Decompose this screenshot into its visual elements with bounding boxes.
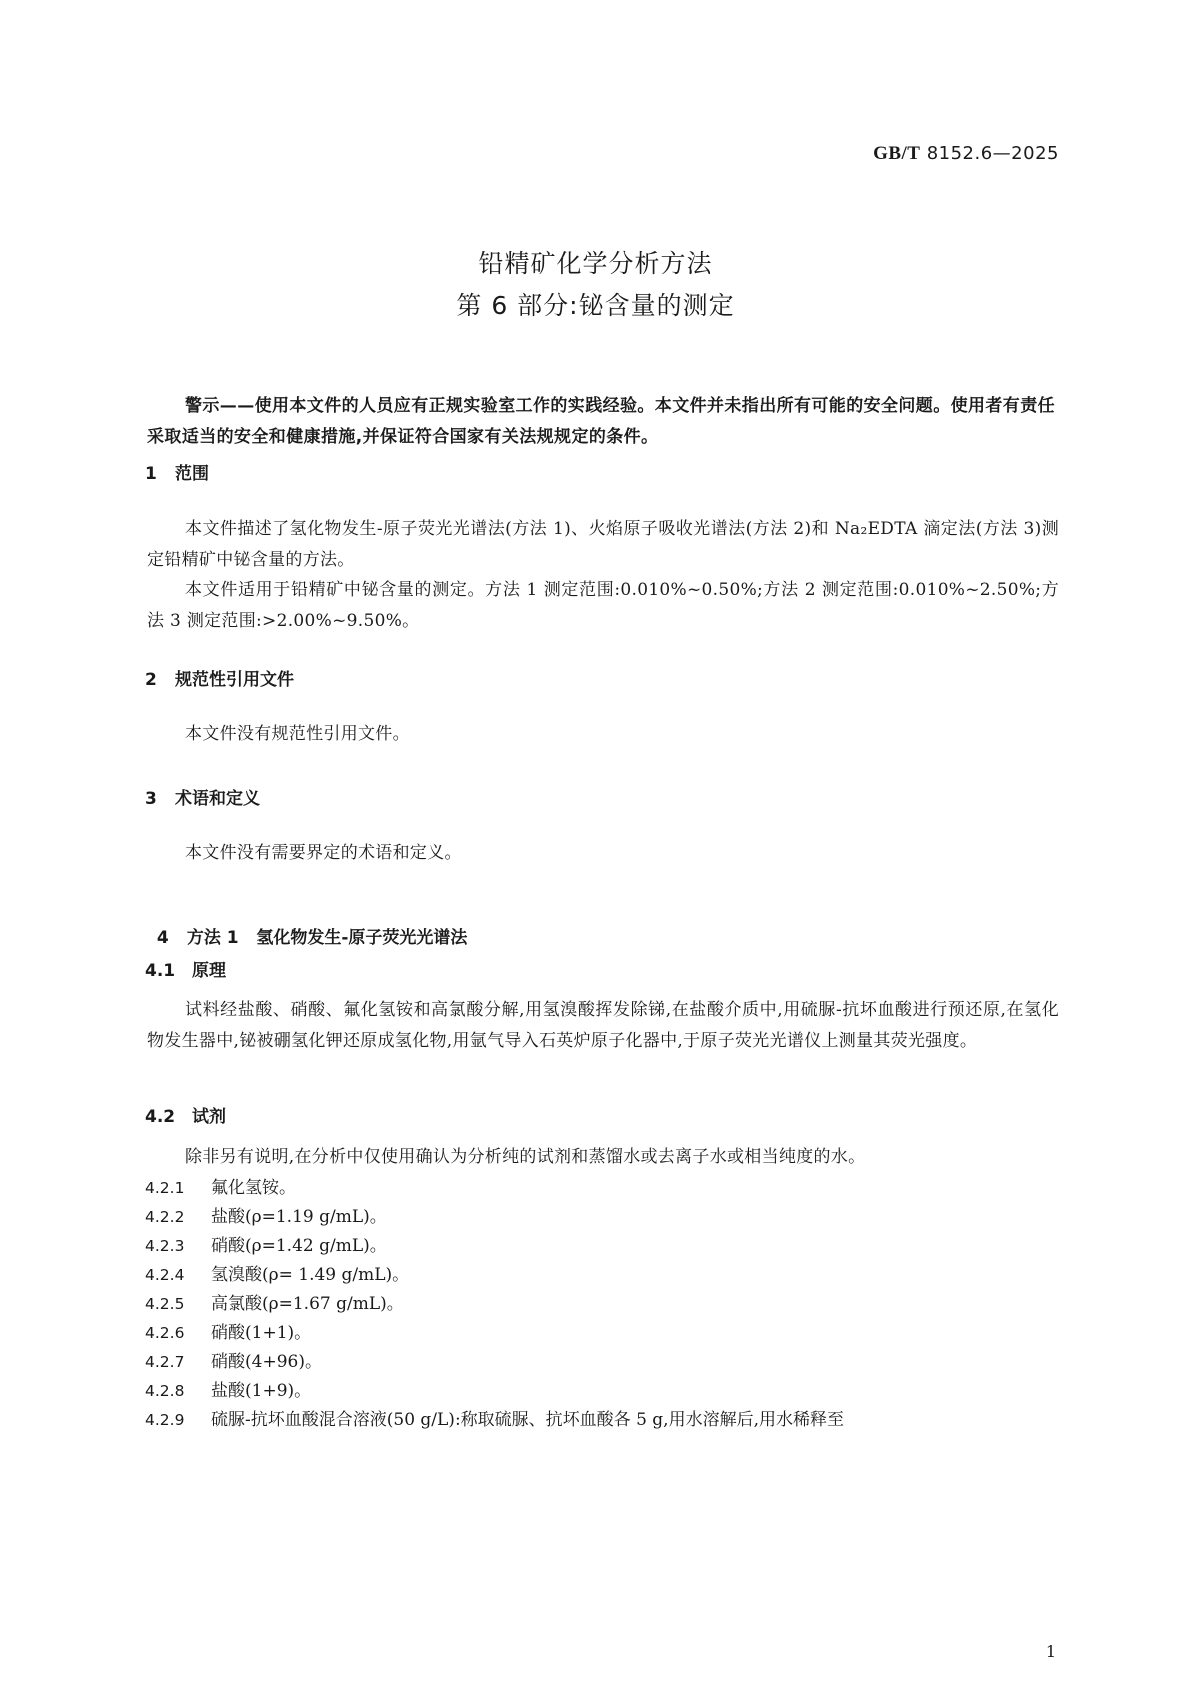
page-number: 1 [1045, 1642, 1056, 1661]
section-number: 4.2 [145, 1107, 176, 1127]
standard-code [873, 143, 1059, 165]
section-number: 1 [145, 464, 157, 484]
reagent-text: 硝酸(4+96)。 [211, 1352, 322, 1372]
reagent-number: 4.2.3 [145, 1237, 185, 1255]
reagent-number: 4.2.7 [145, 1353, 185, 1371]
reagent-item [145, 1347, 322, 1377]
standard-code-prefix: GB/T [873, 143, 921, 164]
title-line-1: 铅精矿化学分析方法 [478, 249, 713, 278]
reagent-number: 4.2.9 [145, 1411, 185, 1429]
reagent-item [145, 1289, 404, 1319]
reagent-item [145, 1318, 311, 1348]
reagent-number: 4.2.8 [145, 1382, 185, 1400]
section-3-heading [145, 784, 260, 809]
section-1-heading [145, 459, 209, 484]
standard-code-number: 8152.6—2025 [926, 143, 1059, 164]
section-title: 方法 1 氢化物发生-原子荧光光谱法 [186, 928, 468, 948]
reagent-item [145, 1260, 409, 1290]
reagent-number: 4.2.4 [145, 1266, 185, 1284]
section-number: 4.1 [145, 961, 176, 981]
section-title: 术语和定义 [175, 789, 260, 809]
scope-paragraph-2: 本文件适用于铅精矿中铋含量的测定。方法 1 测定范围:0.010%~0.50%;方法 2 测定范围:0.010%~2.50%;方法 3 测定范围:>2.00%~9.50%。 [147, 580, 1059, 631]
section-title: 规范性引用文件 [175, 670, 294, 690]
reagent-text: 高氯酸(ρ=1.67 g/mL)。 [211, 1294, 404, 1314]
section-title: 原理 [192, 961, 226, 981]
reagent-number: 4.2.6 [145, 1324, 185, 1342]
principle-paragraph: 试料经盐酸、硝酸、氟化氢铵和高氯酸分解,用氢溴酸挥发除锑,在盐酸介质中,用硫脲-抗坏血酸进行预还原,在氢化物发生器中,铋被硼氢化钾还原成氢化物,用氩气导入石英炉原子化器中,于原子荧光光谱仪上测量其荧光强度。 [147, 1000, 1059, 1051]
scope-paragraph-1: 本文件描述了氢化物发生-原子荧光光谱法(方法 1)、火焰原子吸收光谱法(方法 2)和 Na₂EDTA 滴定法(方法 3)测定铅精矿中铋含量的方法。 [147, 519, 1059, 570]
reagent-text: 硝酸(1+1)。 [211, 1323, 312, 1343]
reagent-text: 氢溴酸(ρ= 1.49 g/mL)。 [211, 1265, 410, 1285]
reagent-item [145, 1173, 296, 1203]
reagent-text: 硫脲-抗坏血酸混合溶液(50 g/L):称取硫脲、抗坏血酸各 5 g,用水溶解后,用水稀释至 [211, 1410, 844, 1430]
section-2-heading [145, 665, 294, 690]
section-number: 4 [156, 928, 169, 948]
normative-references-paragraph: 本文件没有规范性引用文件。 [185, 724, 410, 744]
reagent-number: 4.2.1 [145, 1179, 185, 1197]
reagent-item [145, 1405, 844, 1435]
section-title: 范围 [175, 464, 209, 484]
reagents-intro-paragraph: 除非另有说明,在分析中仅使用确认为分析纯的试剂和蒸馏水或去离子水或相当纯度的水。 [185, 1147, 866, 1167]
reagent-text: 盐酸(ρ=1.19 g/mL)。 [211, 1207, 387, 1227]
safety-warning: 警示——使用本文件的人员应有正规实验室工作的实践经验。本文件并未指出所有可能的安全问题。使用者有责任采取适当的安全和健康措施,并保证符合国家有关法规规定的条件。 [147, 396, 1055, 447]
reagent-item [145, 1376, 311, 1406]
reagent-item [145, 1202, 387, 1232]
section-number: 3 [145, 789, 157, 809]
reagent-number: 4.2.2 [145, 1208, 185, 1226]
title-line-2: 第 6 部分:铋含量的测定 [456, 291, 735, 320]
reagent-number: 4.2.5 [145, 1295, 185, 1313]
reagent-item [145, 1231, 387, 1261]
terms-paragraph: 本文件没有需要界定的术语和定义。 [185, 843, 462, 863]
section-title: 试剂 [192, 1107, 226, 1127]
section-4-heading [145, 903, 467, 948]
reagent-text: 盐酸(1+9)。 [211, 1381, 312, 1401]
section-4-1-heading [145, 956, 226, 981]
section-number: 2 [145, 670, 157, 690]
reagent-text: 氟化氢铵。 [211, 1178, 296, 1198]
document-title [0, 243, 1191, 327]
reagent-text: 硝酸(ρ=1.42 g/mL)。 [211, 1236, 387, 1256]
section-4-2-heading [145, 1102, 226, 1127]
